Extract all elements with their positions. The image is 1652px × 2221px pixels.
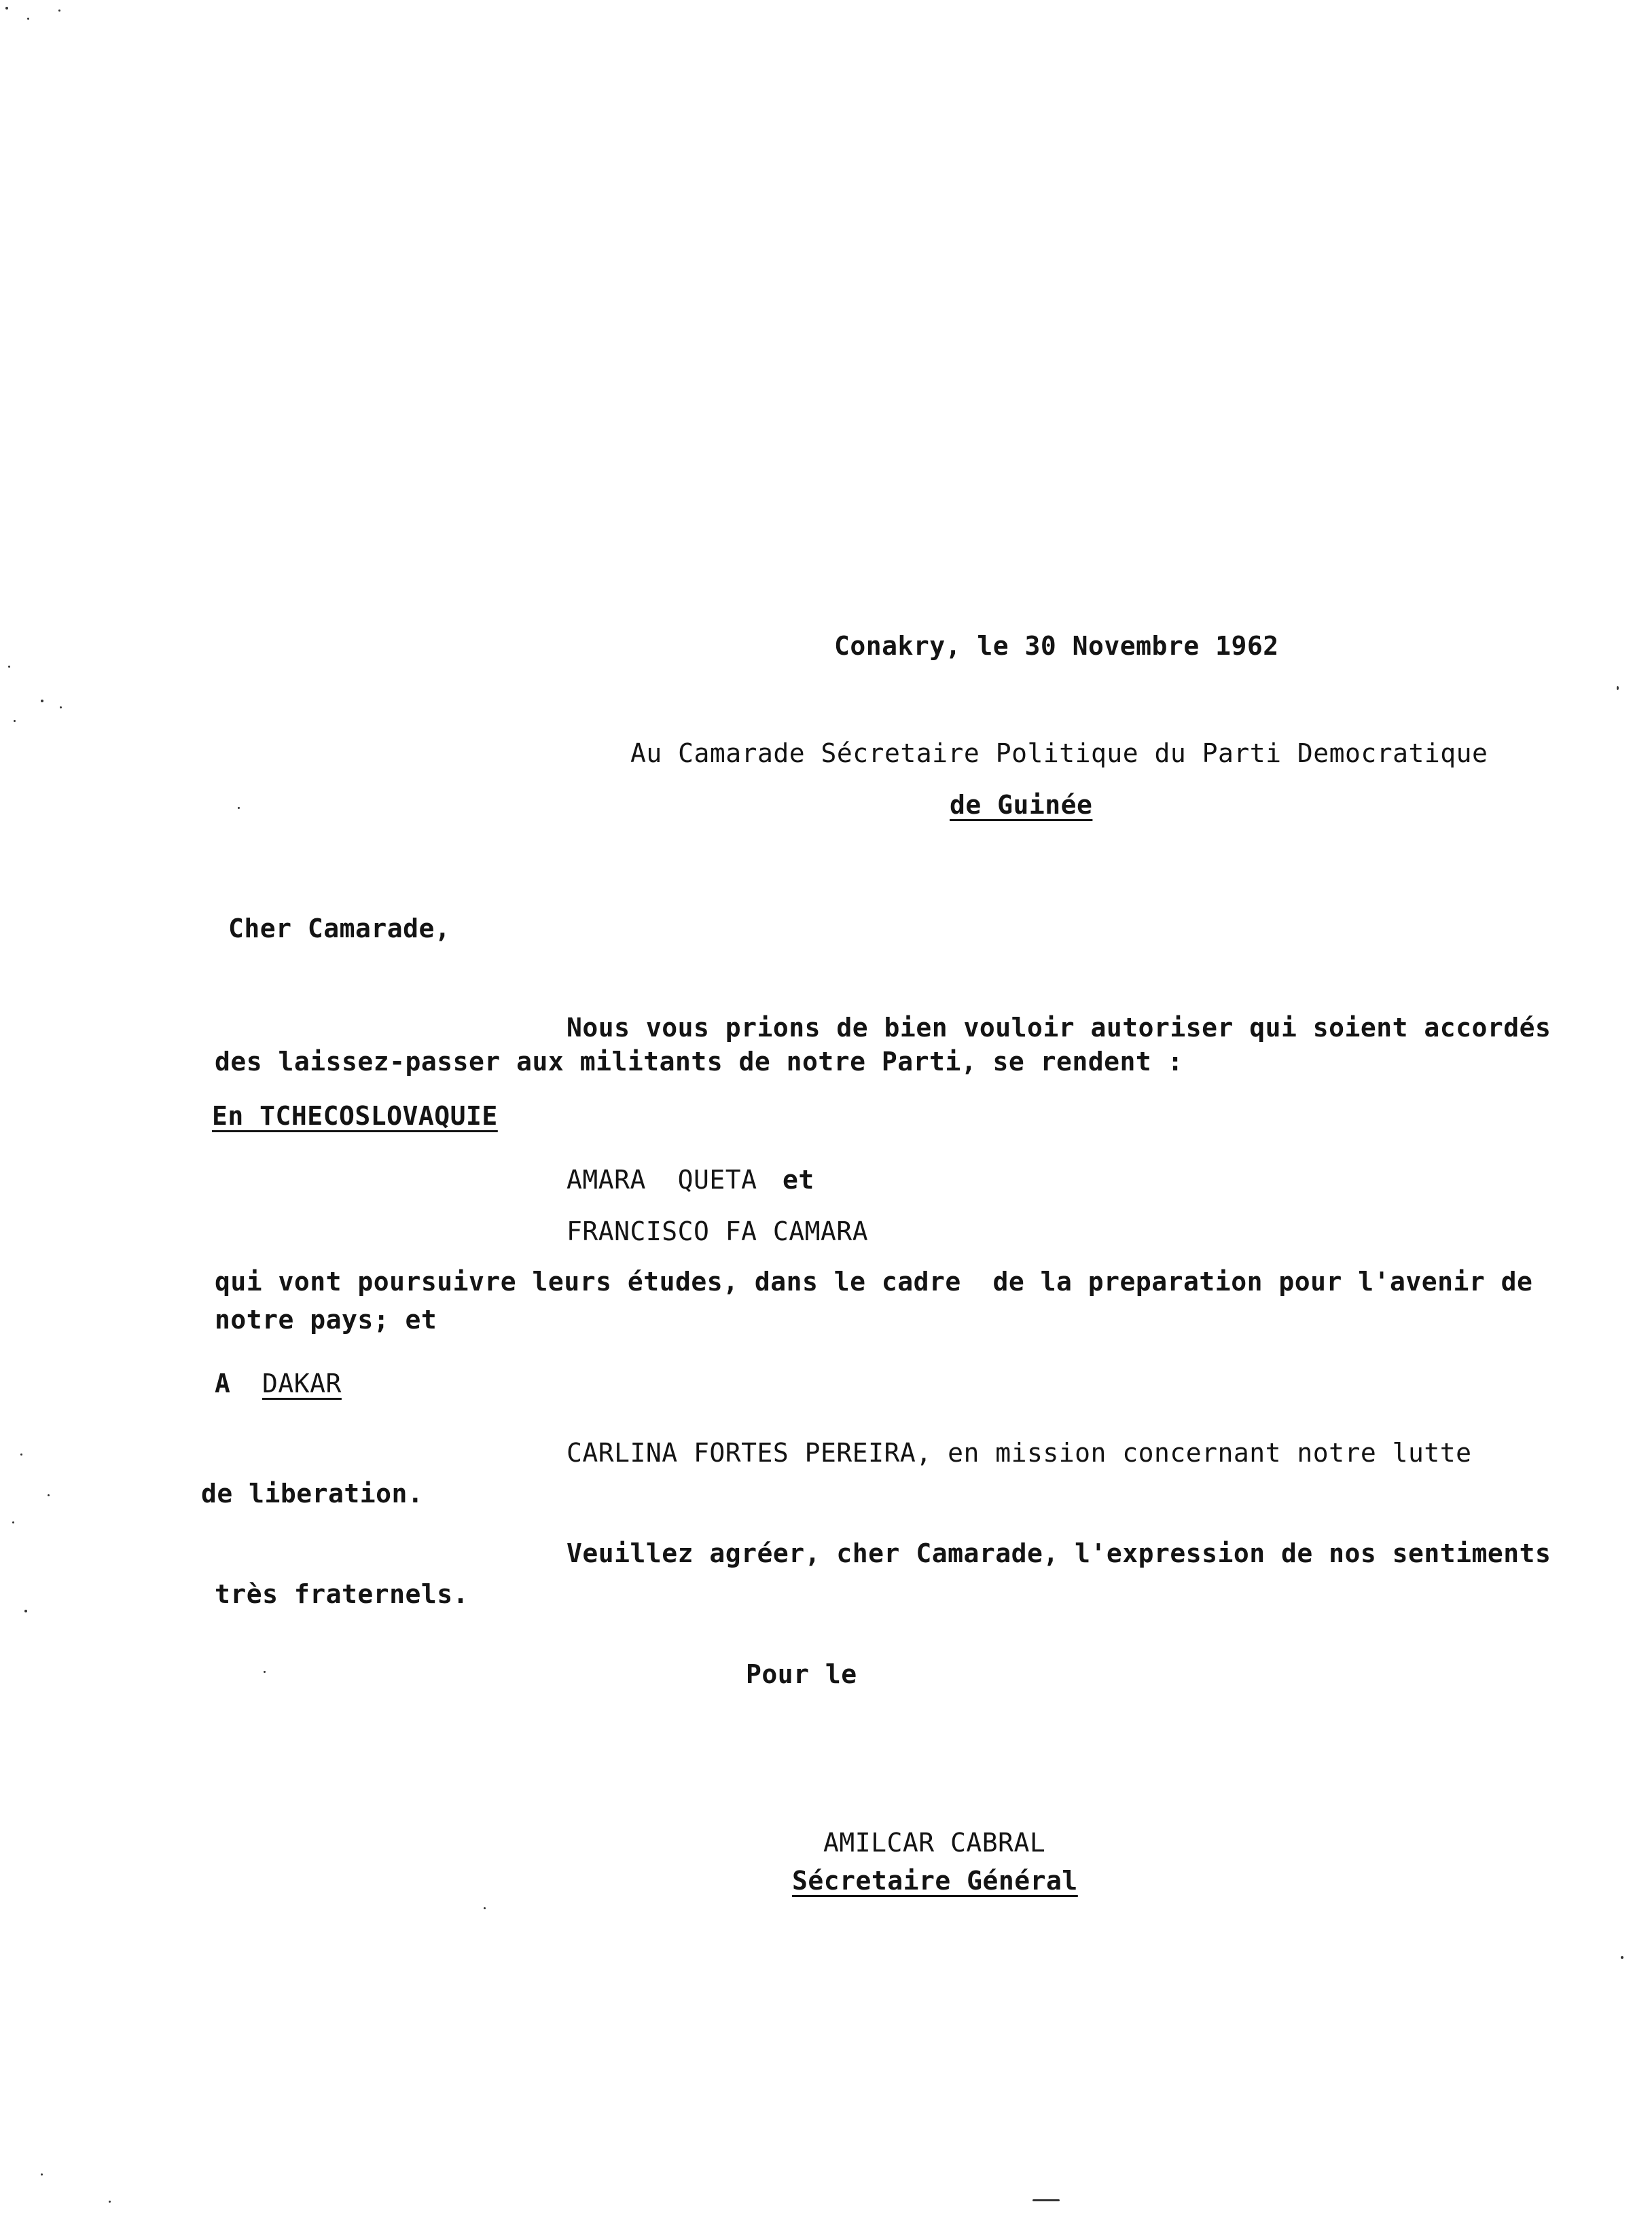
destination-2-prefix: A (215, 1369, 231, 1398)
signatory-title: Sécretaire Général (792, 1866, 1078, 1896)
sign-pour: Pour le (746, 1659, 857, 1689)
body-line-1: Nous vous prions de bien vouloir autoriser qui soient accordés (567, 1013, 1551, 1043)
date-line: Conakry, le 30 Novembre 1962 (834, 631, 1279, 661)
scan-speck (1032, 2199, 1060, 2201)
scan-speck (24, 1610, 27, 1612)
scan-speck (41, 700, 43, 702)
person-1-name: AMARA QUETA (567, 1165, 757, 1195)
recipient-line-2: de Guinée (950, 790, 1093, 820)
scan-speck (109, 2201, 111, 2203)
closing-line-2: très fraternels. (215, 1579, 469, 1609)
scan-speck (58, 10, 60, 12)
closing-line-1: Veuillez agréer, cher Camarade, l'expression de nos sentiments (567, 1538, 1551, 1568)
person-3-continuation: de liberation. (201, 1479, 424, 1509)
scan-speck (14, 720, 16, 722)
person-3-line: CARLINA FORTES PEREIRA, en mission concernant notre lutte (567, 1438, 1472, 1468)
scan-speck (20, 1453, 22, 1456)
scan-speck (1617, 686, 1619, 690)
scan-speck (27, 18, 29, 20)
scan-speck (8, 666, 10, 668)
salutation: Cher Camarade, (228, 914, 451, 943)
destination-czechoslovakia: En TCHECOSLOVAQUIE (212, 1101, 498, 1131)
scan-speck (264, 1671, 266, 1673)
signatory-name: AMILCAR CABRAL (823, 1828, 1046, 1858)
scan-speck (41, 2173, 43, 2175)
scan-speck (48, 1494, 50, 1496)
scan-speck (238, 807, 240, 809)
recipient-line-1: Au Camarade Sécretaire Politique du Parti Democratique (630, 738, 1488, 768)
scan-speck (1621, 1956, 1623, 1959)
destination-dakar: DAKAR (262, 1369, 342, 1398)
scan-speck (5, 7, 8, 10)
scan-speck (484, 1907, 486, 1909)
person-1-conjunction: et (783, 1165, 814, 1195)
purpose-line-1: qui vont poursuivre leurs études, dans le cadre de la preparation pour l'avenir de (215, 1267, 1533, 1297)
purpose-line-2: notre pays; et (215, 1305, 437, 1335)
person-2-name: FRANCISCO FA CAMARA (567, 1216, 869, 1246)
scan-speck (12, 1521, 14, 1523)
scan-speck (60, 706, 62, 708)
body-line-2: des laissez-passer aux militants de notre Parti, se rendent : (215, 1047, 1184, 1077)
